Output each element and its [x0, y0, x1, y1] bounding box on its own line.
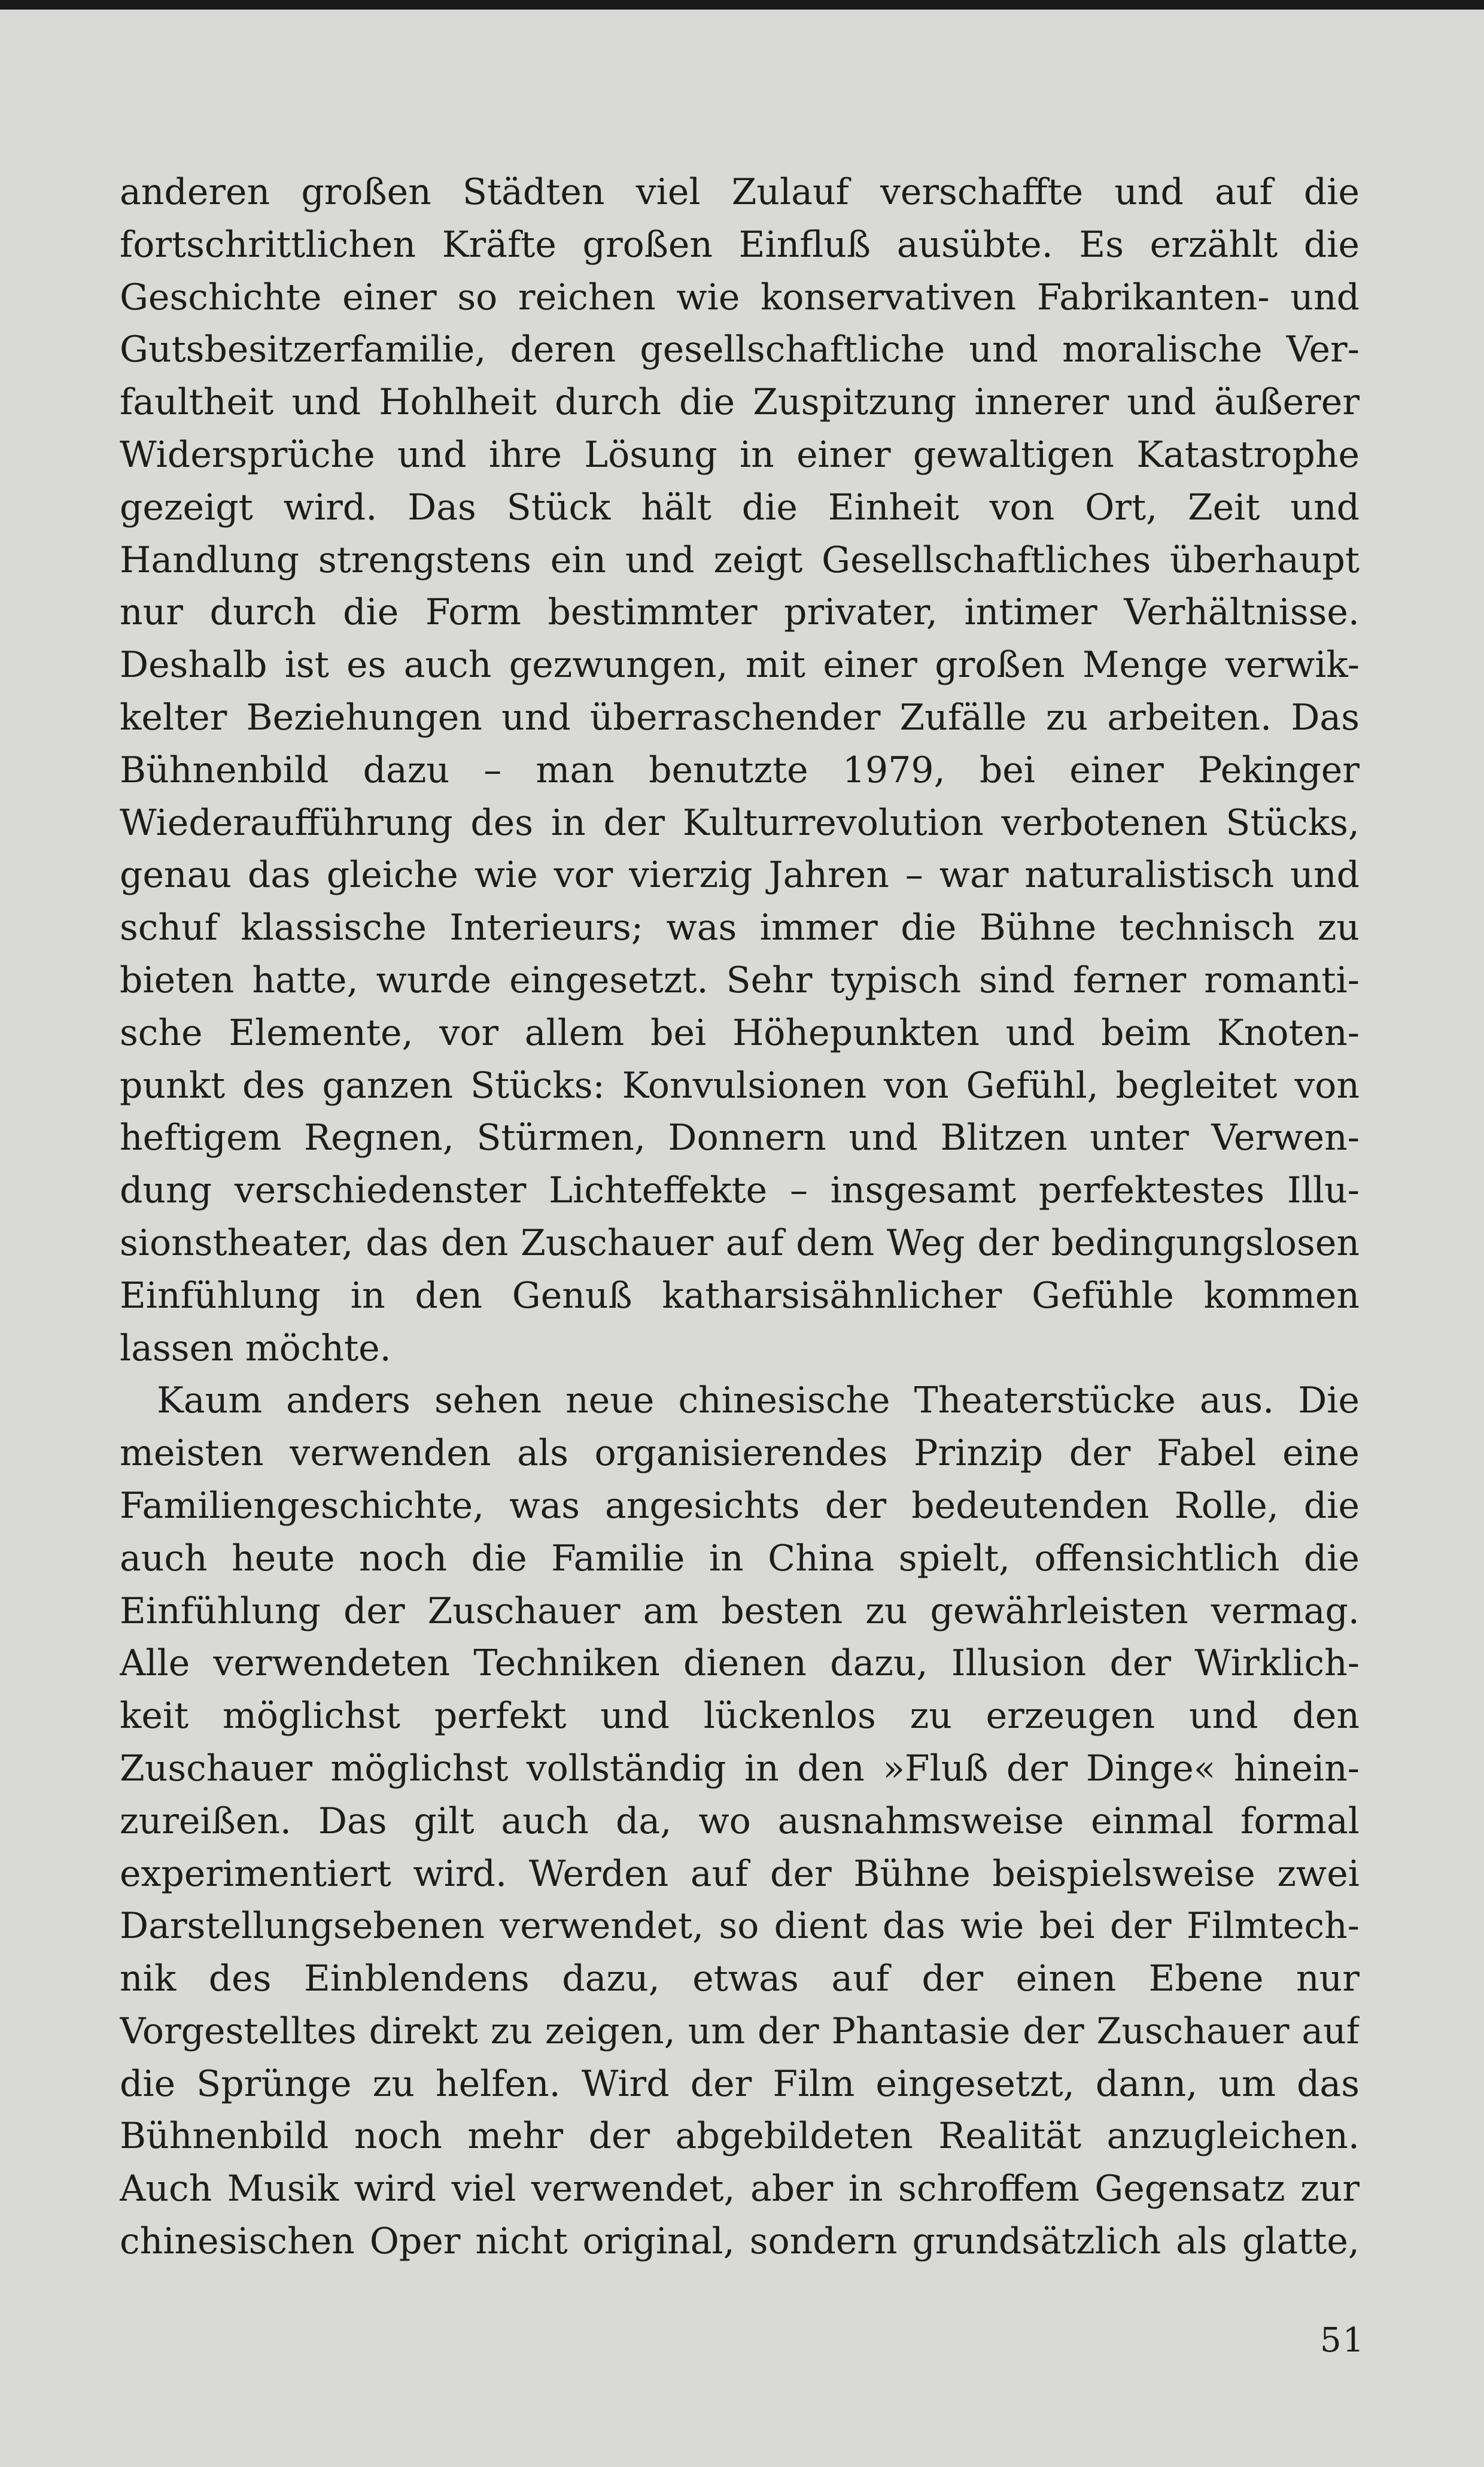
text-line: sionstheater, das den Zuschauer auf dem Weg der bedingungslosen	[120, 1222, 1360, 1264]
text-line: nur durch die Form bestimmter privater, intimer Verhältnisse.	[120, 591, 1360, 634]
text-line: heftigem Regnen, Stürmen, Donnern und Blitzen unter Verwen-	[120, 1117, 1360, 1159]
text-line: gezeigt wird. Das Stück hält die Einheit von Ort, Zeit und	[120, 486, 1360, 528]
text-line: schuf klassische Interieurs; was immer die Bühne technisch zu	[120, 907, 1360, 949]
text-line: lassen möchte.	[120, 1327, 391, 1369]
text-line: punkt des ganzen Stücks: Konvulsionen von Gefühl, begleitet von	[120, 1064, 1360, 1107]
text-line: auch heute noch die Familie in China spielt, offensichtlich die	[120, 1537, 1360, 1579]
book-page	[0, 10, 1484, 2467]
text-line: Zuschauer möglichst vollständig in den »Fluß der Dinge« hinein-	[120, 1747, 1360, 1790]
text-line: Kaum anders sehen neue chinesische Theaterstücke aus. Die	[157, 1380, 1360, 1422]
text-line: Einfühlung der Zuschauer am besten zu gewährleisten vermag.	[120, 1590, 1360, 1632]
text-line: kelter Beziehungen und überraschender Zufälle zu arbeiten. Das	[120, 696, 1360, 739]
text-line: Wiederaufführung des in der Kulturrevolution verbotenen Stücks,	[120, 801, 1360, 844]
text-line: dung verschiedenster Lichteffekte – insgesamt perfektestes Illu-	[120, 1169, 1360, 1212]
page-number: 51	[1320, 2321, 1366, 2360]
scan-top-edge	[0, 0, 1484, 10]
text-line: zureißen. Das gilt auch da, wo ausnahmsweise einmal formal	[120, 1800, 1360, 1842]
text-line: anderen großen Städten viel Zulauf verschaffte und auf die	[120, 171, 1360, 213]
text-line: fortschrittlichen Kräfte großen Einfluß ausübte. Es erzählt die	[120, 223, 1360, 266]
text-line: die Sprünge zu helfen. Wird der Film eingesetzt, dann, um das	[120, 2062, 1360, 2105]
paragraph-1	[120, 166, 1360, 1375]
text-line: genau das gleiche wie vor vierzig Jahren – war naturalistisch und	[120, 854, 1360, 897]
text-line: Darstellungsebenen verwendet, so dient das wie bei der Filmtech-	[120, 1905, 1360, 1948]
text-line: Familiengeschichte, was angesichts der bedeutenden Rolle, die	[120, 1484, 1360, 1527]
text-line: sche Elemente, vor allem bei Höhepunkten und beim Knoten-	[120, 1011, 1360, 1054]
text-line: nik des Einblendens dazu, etwas auf der einen Ebene nur	[120, 1958, 1360, 2000]
text-line: Deshalb ist es auch gezwungen, mit einer großen Menge verwik-	[120, 644, 1360, 686]
text-line: Bühnenbild noch mehr der abgebildeten Realität anzugleichen.	[120, 2115, 1360, 2158]
text-line: Einfühlung in den Genuß katharsisähnlicher Gefühle kommen	[120, 1274, 1360, 1317]
text-line: Geschichte einer so reichen wie konservativen Fabrikanten- und	[120, 276, 1360, 318]
text-line: keit möglichst perfekt und lückenlos zu erzeugen und den	[120, 1695, 1360, 1737]
paragraph-2	[120, 1375, 1360, 2268]
text-line: Alle verwendeten Techniken dienen dazu, Illusion der Wirklich-	[120, 1642, 1360, 1685]
text-line: faultheit und Hohlheit durch die Zuspitzung innerer und äußerer	[120, 381, 1360, 424]
text-line: bieten hatte, wurde eingesetzt. Sehr typisch sind ferner romanti-	[120, 959, 1360, 1001]
text-line: Handlung strengstens ein und zeigt Gesellschaftliches überhaupt	[120, 539, 1360, 581]
text-line: Gutsbesitzerfamilie, deren gesellschaftliche und moralische Ver-	[120, 329, 1360, 371]
body-text	[120, 166, 1360, 2268]
text-line: experimentiert wird. Werden auf der Bühne beispielsweise zwei	[120, 1852, 1360, 1895]
text-line: Bühnenbild dazu – man benutzte 1979, bei einer Pekinger	[120, 749, 1360, 791]
text-line: Vorgestelltes direkt zu zeigen, um der Phantasie der Zuschauer auf	[120, 2010, 1360, 2052]
text-line: Auch Musik wird viel verwendet, aber in schroffem Gegensatz zur	[120, 2168, 1360, 2210]
text-line: Widersprüche und ihre Lösung in einer gewaltigen Katastrophe	[120, 433, 1360, 476]
text-line: meisten verwenden als organisierendes Prinzip der Fabel eine	[120, 1432, 1360, 1475]
text-line: chinesischen Oper nicht original, sondern grundsätzlich als glatte,	[120, 2220, 1360, 2263]
